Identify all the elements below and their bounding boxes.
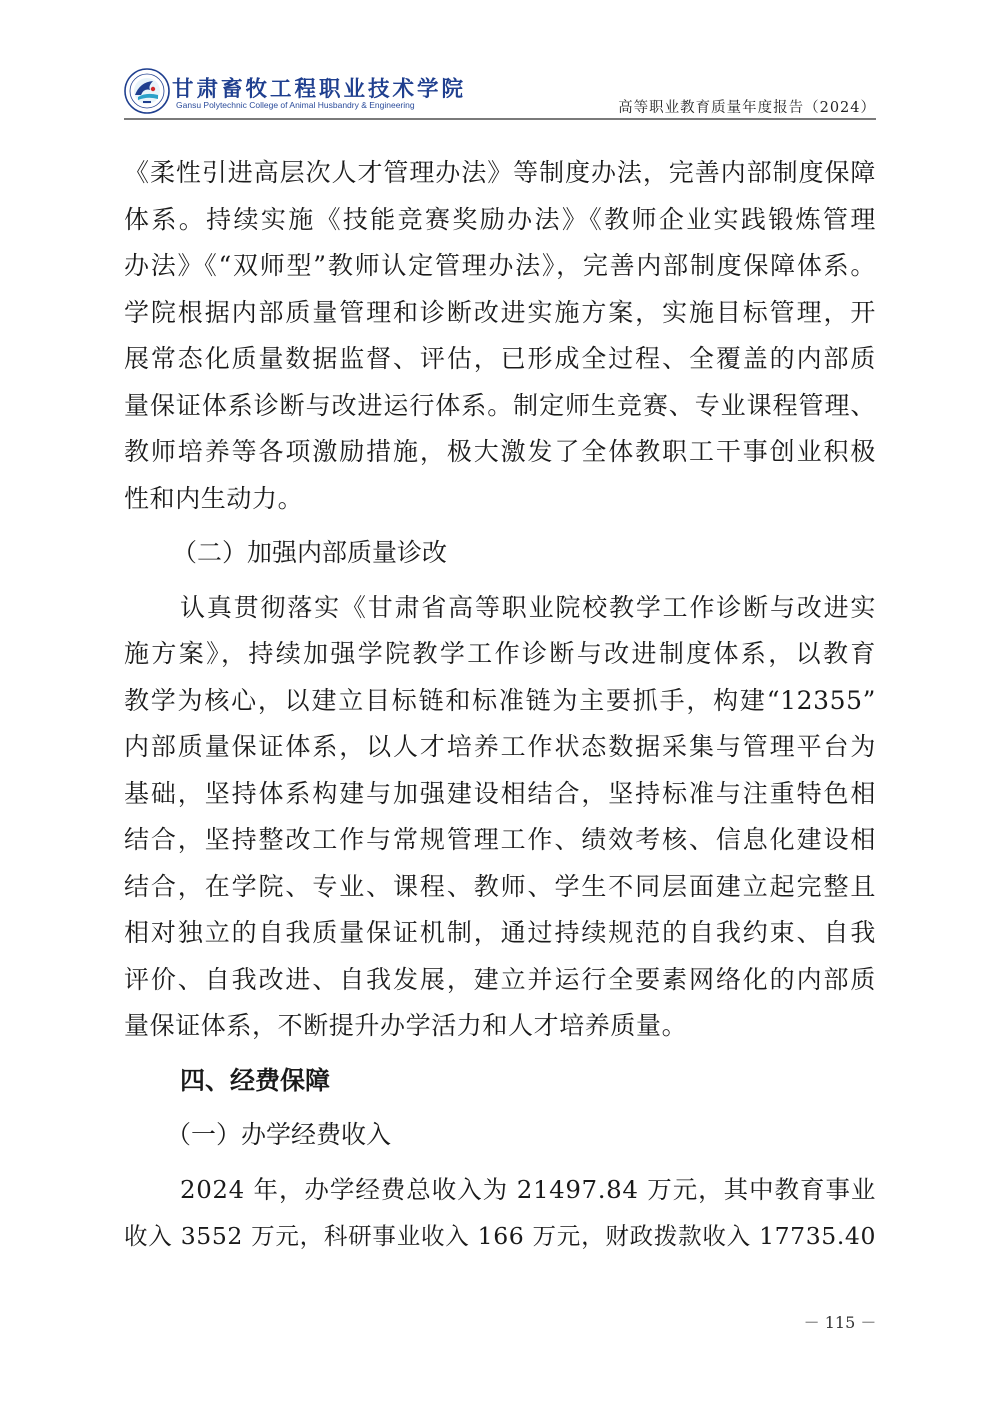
subsection-heading-2: （二）加强内部质量诊改 [172, 538, 448, 567]
college-emblem-icon [124, 68, 170, 114]
text-line: 《柔性引进高层次人才管理办法》等制度办法，完善内部制度保障 [124, 158, 876, 187]
text-line: 量保证体系诊断与改进运行体系。制定师生竞赛、专业课程管理、 [124, 390, 876, 420]
text-line: 学院根据内部质量管理和诊断改进实施方案，实施目标管理，开 [124, 297, 876, 327]
paragraph-2 [124, 585, 876, 1050]
report-title: 高等职业教育质量年度报告（2024） [618, 100, 876, 116]
page-header [124, 66, 876, 118]
text-line: 内部质量保证体系，以人才培养工作状态数据采集与管理平台为 [124, 732, 876, 761]
page-number: － 115 － [803, 1313, 877, 1332]
document-body [124, 150, 876, 1260]
text-line: 施方案》，持续加强学院教学工作诊断与改进制度体系，以教育 [124, 639, 876, 668]
text-line: 2024 年，办学经费总收入为 21497.84 万元，其中教育事业 [180, 1174, 876, 1204]
text-line: 认真贯彻落实《甘肃省高等职业院校教学工作诊断与改进实 [180, 592, 876, 622]
text-line: 评价、自我改进、自我发展，建立并运行全要素网络化的内部质 [124, 964, 876, 994]
text-line: 收入 3552 万元，科研事业收入 166 万元，财政拨款收入 17735.40 [124, 1222, 876, 1250]
text-line: 结合，坚持整改工作与常规管理工作、绩效考核、信息化建设相 [124, 825, 876, 854]
text-line: 教学为核心，以建立目标链和标准链为主要抓手，构建“12355” [124, 685, 876, 715]
text-line: 展常态化质量数据监督、评估，已形成全过程、全覆盖的内部质 [124, 344, 876, 373]
header-divider [124, 118, 876, 120]
text-line: 性和内生动力。 [124, 483, 304, 513]
subsection-heading-4-1: （一）办学经费收入 [166, 1120, 392, 1149]
text-line: 结合，在学院、专业、课程、教师、学生不同层面建立起完整且 [124, 871, 876, 901]
paragraph-1 [124, 150, 876, 522]
paragraph-3 [124, 1167, 876, 1260]
institution-name-cn: 甘肃畜牧工程职业技术学院 [172, 77, 467, 102]
text-line: 相对独立的自我质量保证机制，通过持续规范的自我约束、自我 [124, 918, 876, 947]
institution-name-en: Gansu Polytechnic College of Animal Husbandry & Engineering [176, 100, 415, 110]
text-line: 体系。持续实施《技能竞赛奖励办法》《教师企业实践锻炼管理 [124, 204, 876, 234]
text-line: 基础，坚持体系构建与加强建设相结合，坚持标准与注重特色相 [124, 778, 876, 808]
text-line: 教师培养等各项激励措施，极大激发了全体教职工干事创业积极 [124, 437, 876, 466]
text-line: 量保证体系，不断提升办学活力和人才培养质量。 [124, 1011, 688, 1040]
text-line: 办法》《“双师型”教师认定管理办法》，完善内部制度保障体系。 [124, 251, 876, 280]
section-heading-4: 四、经费保障 [180, 1065, 331, 1095]
